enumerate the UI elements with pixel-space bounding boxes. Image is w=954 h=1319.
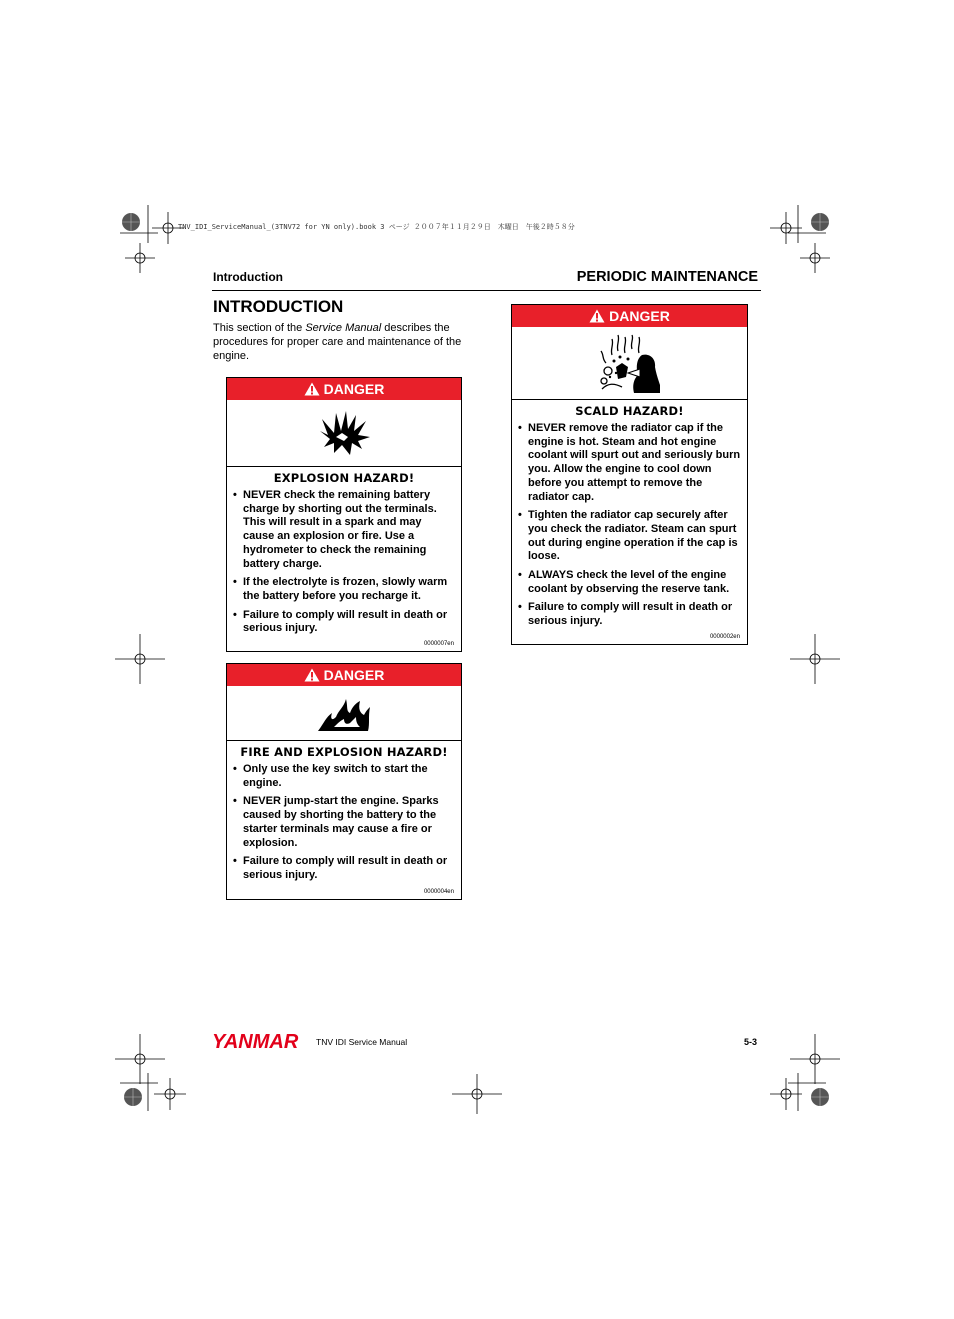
hazard-title: SCALD HAZARD! xyxy=(575,404,684,418)
danger-label: DANGER xyxy=(323,667,385,683)
danger-label: DANGER xyxy=(609,308,670,324)
hazard-title: FIRE AND EXPLOSION HAZARD! xyxy=(240,745,448,759)
list-item: • Failure to comply will result in death or serious injury. xyxy=(233,855,455,882)
label-code: 0000007en xyxy=(423,641,454,647)
intro-text-before: This section of the xyxy=(213,322,306,334)
print-header: TNV_IDI_ServiceManual_(3TNV72 for YN only).book 3 ページ ２００７年１１月２９日 木曜日 午後２時５８分 xyxy=(178,223,575,231)
page-number: 5-3 xyxy=(744,1037,758,1047)
danger-label: DANGER xyxy=(323,381,385,397)
list-item: • If the electrolyte is frozen, slowly warm the battery before you recharge it. xyxy=(233,576,455,603)
intro-text-after: describes the procedures for proper care and maintenance of the engine. xyxy=(213,322,462,362)
label-code: 0000004en xyxy=(423,889,454,895)
list-item: • Failure to comply will result in death or serious injury. xyxy=(518,601,741,628)
list-item: • NEVER remove the radiator cap if the engine is hot. Steam and hot engine coolant will spurt out and seriously burn you. Allow the engine to cool down before you attempt to remove the radiator cap. xyxy=(518,422,741,504)
list-item: • Failure to comply will result in death or serious injury. xyxy=(233,609,455,636)
hazard-title: EXPLOSION HAZARD! xyxy=(273,471,415,485)
running-header-section: Introduction xyxy=(213,270,283,284)
yanmar-logo-text: YANMAR xyxy=(212,1031,299,1051)
intro-manual-name: Service Manual xyxy=(305,322,382,334)
running-header-chapter: PERIODIC MAINTENANCE xyxy=(576,269,758,285)
page-title: INTRODUCTION xyxy=(213,297,344,316)
list-item: • NEVER check the remaining battery charge by shorting out the terminals. This will result in a spark and may cause an explosion or fire. Use a hydrometer to check the remaining battery charge. xyxy=(233,489,455,571)
list-item: • ALWAYS check the level of the engine coolant by observing the reserve tank. xyxy=(518,569,741,596)
list-item: • NEVER jump-start the engine. Sparks caused by shorting the battery to the starter terminals may cause a fire or explosion. xyxy=(233,795,455,850)
label-code: 0000002en xyxy=(709,634,740,640)
footer-manual-name: TNV IDI Service Manual xyxy=(316,1037,408,1047)
list-item: • Only use the key switch to start the engine. xyxy=(233,763,455,790)
list-item: • Tighten the radiator cap securely after you check the radiator. Steam can spurt out during engine operation if the cap is loose. xyxy=(518,509,741,564)
